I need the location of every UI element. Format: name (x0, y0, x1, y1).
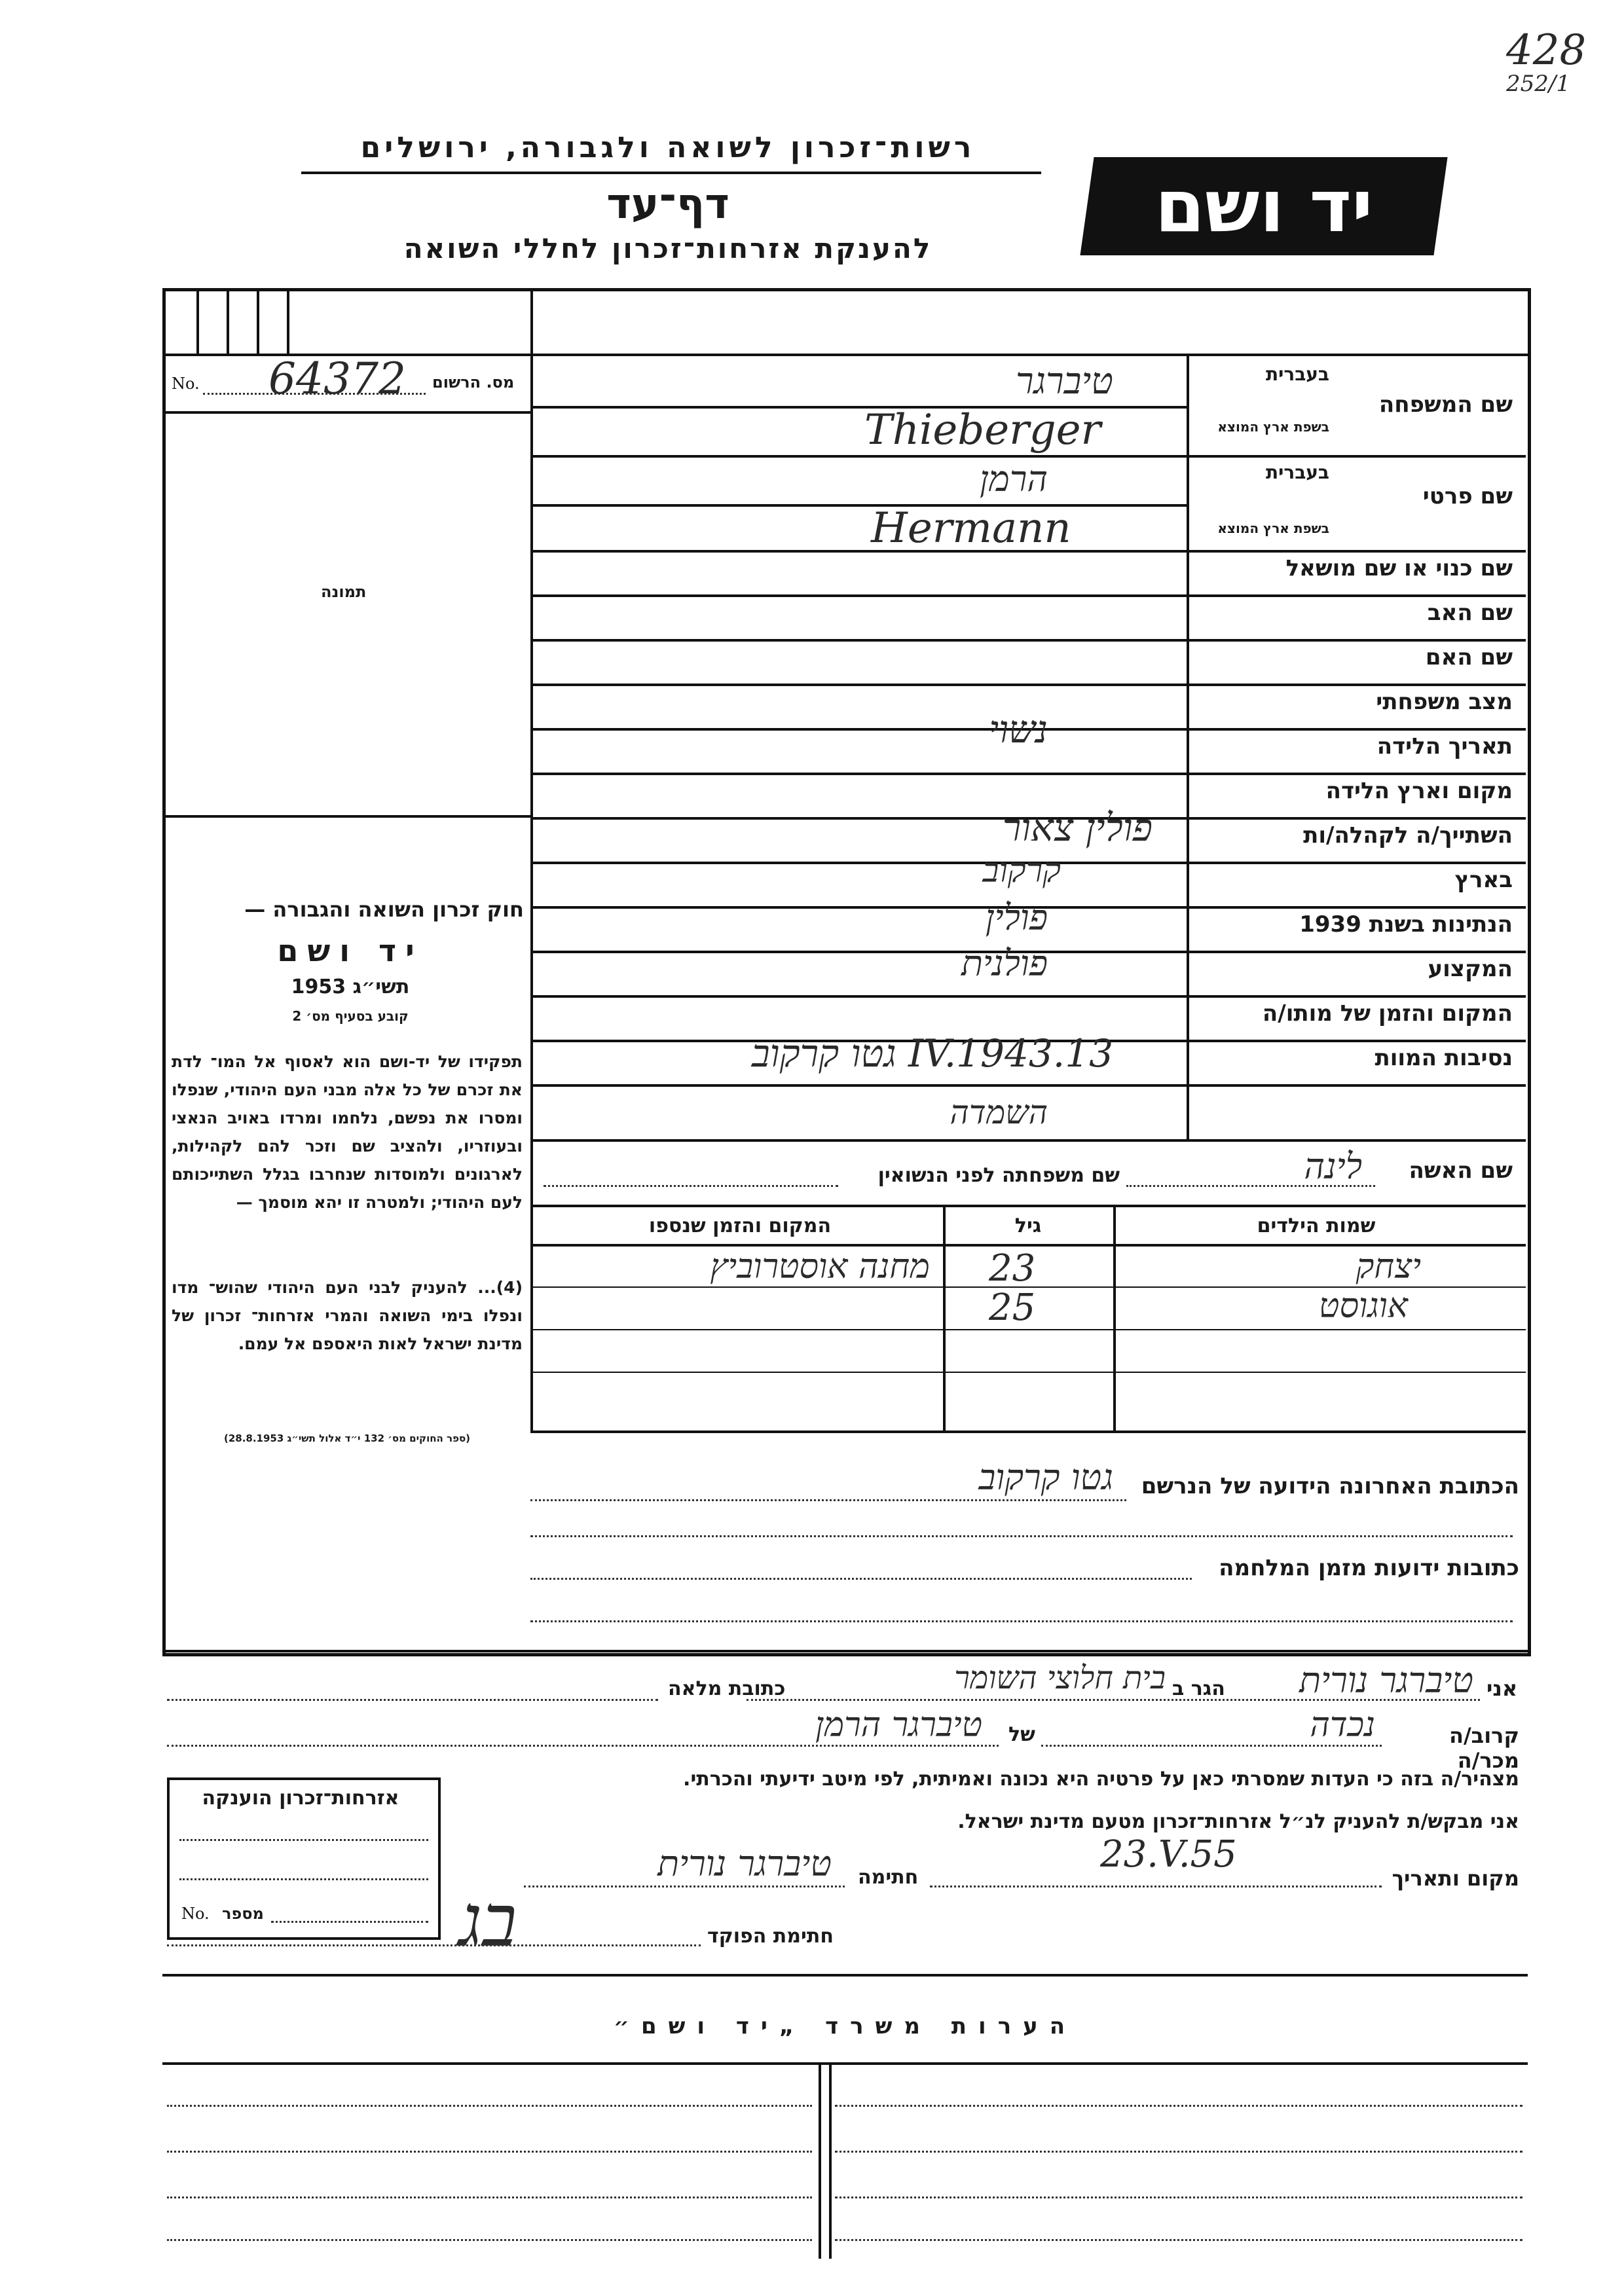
birth-date-label: תאריך הלידה (1376, 733, 1513, 759)
family-name-origin-value: Thieberger (864, 406, 1101, 454)
profession-label: המקצוע (1428, 956, 1513, 982)
place-date-label: מקום ותאריך (1392, 1866, 1519, 1891)
father-name-label: שם האב (1427, 600, 1513, 626)
children-age-header: גיל (1014, 1214, 1042, 1237)
photo-label: תמונה (321, 583, 367, 601)
relative-of-label: של (1008, 1723, 1035, 1746)
citizenship-label: הנתינות בשנת 1939 (1299, 911, 1513, 938)
law-line2: יד ושם (277, 933, 424, 968)
officer-signature: בג (458, 1879, 517, 1963)
signature-label: חתימה (858, 1866, 919, 1889)
officer-signature-label: חתימת הפוקד (707, 1925, 834, 1948)
first-name-origin-label: בשפת ארץ המוצא (1217, 520, 1329, 536)
wife-name-label: שם האשה (1409, 1157, 1513, 1184)
death-place-time-value: 13.IV.1943 גטו קרקוב (751, 1031, 1113, 1076)
death-circumstances-label: נסיבות המוות (1375, 1045, 1513, 1071)
law-line4: קובע בסעיף מס׳ 2 (292, 1008, 409, 1024)
registry-label: מס. הרשום (432, 373, 515, 392)
law-line3: תשי״ג 1953 (291, 975, 410, 998)
death-place-time-label: המקום והזמן של מותו/ה (1262, 1000, 1513, 1027)
family-name-hebrew-value: טיברגר (1016, 360, 1113, 403)
marital-status-label: מצב משפחתי (1376, 689, 1513, 715)
first-name-label: שם פרטי (1422, 483, 1513, 509)
children-place-header: המקום והזמן שנספו (648, 1214, 832, 1237)
birth-place-value: פולין צאור (1002, 805, 1153, 850)
law-paragraph1: תפקידו של יד-ושם הוא לאסוף אל המו־ לדת את זכרם של כל אלה מבני העם היהודי, שנפלו ומסרו את נפשם, נלחמו ומרדו באויב הנאצי ובעוזריו, ולהציב שם וזכר להם לקהילות, לארגונים ולמוסדות שנחרבו בגלל השתייכותם לעם היהודי; ולמטרה זו יהא מוסמך — (172, 1052, 523, 1212)
form-subtitle: להענקת אזרחות־זכרון לחללי השואה (403, 232, 932, 264)
registry-no-label: No. (172, 374, 200, 393)
law-line1: חוק זכרון השואה והגבורה — (244, 897, 524, 922)
citizenship-box-number-label: מספר (222, 1904, 264, 1923)
authority-name: רשות־זכרון לשואה ולגבורה, ירושלים (360, 131, 976, 164)
wife-name-value: לינה (1304, 1146, 1362, 1187)
child-1-name: יצחק (1356, 1247, 1421, 1286)
citizenship-granted-box (167, 1777, 441, 1940)
last-address-value: גטו קרקוב (978, 1457, 1113, 1498)
office-notes-title: הערות משרד „יד ושם״ (613, 2013, 1077, 2039)
archive-number: 428 (1506, 26, 1587, 75)
citizenship-box-title: אזרחות־זכרון הוענקה (202, 1787, 399, 1810)
archive-subnumber: 252/1 (1506, 71, 1570, 97)
relative-of-value: טיברגר הרמן (815, 1705, 982, 1745)
child-2-age: 25 (989, 1286, 1036, 1329)
declarant-address: בית חלוצי השומר (954, 1660, 1166, 1696)
family-name-origin-label: בשפת ארץ המוצא (1217, 419, 1329, 435)
logo-text: יד ושם (1154, 164, 1373, 248)
country-label: בארץ (1454, 867, 1513, 893)
yad-vashem-logo (1080, 157, 1447, 255)
declaration-text: מצהיר/ה בזה כי העדות שמסרתי כאן על פרטיה היא נכונה ואמיתית, לפי מיטב ידיעתי והכרתי. (683, 1768, 1519, 1791)
first-name-origin-value: Hermann (871, 504, 1071, 553)
registry-number: 64372 (268, 354, 406, 404)
declarant-lives-label: הגר ב (1172, 1677, 1225, 1700)
death-circumstances-value: השמדה (950, 1093, 1048, 1131)
last-address-label: הכתובת האחרונה הידועה של הנרשם (1141, 1473, 1519, 1499)
signature-value: טיברגר נורית (657, 1843, 832, 1884)
relative-label: קרוב/ה מכר/ה (1449, 1723, 1519, 1773)
law-paragraph2: (4)... להעניק לבני העם היהודי שהוש־ מדו ונפלו בימי השואה והמרי אזרחות־ זכרון של מדינת ישראל לאות היאספם אל עמם. (172, 1278, 523, 1353)
birth-place-label: מקום וארץ הלידה (1325, 778, 1513, 804)
child-1-age: 23 (989, 1247, 1036, 1290)
citizenship-value: פולנית (961, 943, 1048, 984)
country-value: פולין (985, 897, 1048, 938)
relation-value: נכדה (1310, 1705, 1375, 1745)
first-name-hebrew-value: הרמן (980, 458, 1048, 500)
form-title: דף־עד (606, 180, 729, 228)
first-name-hebrew-label: בעברית (1265, 462, 1329, 483)
nickname-label: שם כנוי או שם מושאל (1285, 555, 1513, 581)
maiden-name-label: שם משפחתה לפני הנשואין (877, 1164, 1120, 1187)
family-name-label: שם המשפחה (1378, 392, 1513, 418)
declarant-name: טיברגר נורית (1299, 1660, 1473, 1701)
declarant-i-label: אני (1486, 1676, 1518, 1701)
mother-name-label: שם האם (1425, 644, 1513, 670)
community-value: קרקוב (982, 851, 1061, 890)
children-names-header: שמות הילדים (1257, 1214, 1376, 1237)
citizenship-box-no-label: No. (181, 1904, 210, 1923)
date-value: 23.V.55 (1100, 1833, 1237, 1876)
family-name-hebrew-label: בעברית (1265, 363, 1329, 385)
law-reference: (ספר החוקים מס׳ 132 י״ד אלול תשי״ג 28.8.1953) (223, 1432, 471, 1444)
request-text: אני מבקש/ת להעניק לנ״ל אזרחות־זכרון מטעם מדינת ישראל. (957, 1810, 1519, 1833)
child-1-place: מחנה אוסטרוביץ (710, 1247, 930, 1286)
child-2-name: אוגוסט (1319, 1286, 1408, 1326)
declarant-full-address-label: כתובת מלאה (668, 1677, 786, 1700)
marital-status-value: נשוי (989, 707, 1048, 752)
community-label: השתייך/ה לקהלה/ות (1303, 822, 1513, 848)
wartime-addresses-label: כתובות ידועות מזמן המלחמה (1219, 1555, 1519, 1581)
